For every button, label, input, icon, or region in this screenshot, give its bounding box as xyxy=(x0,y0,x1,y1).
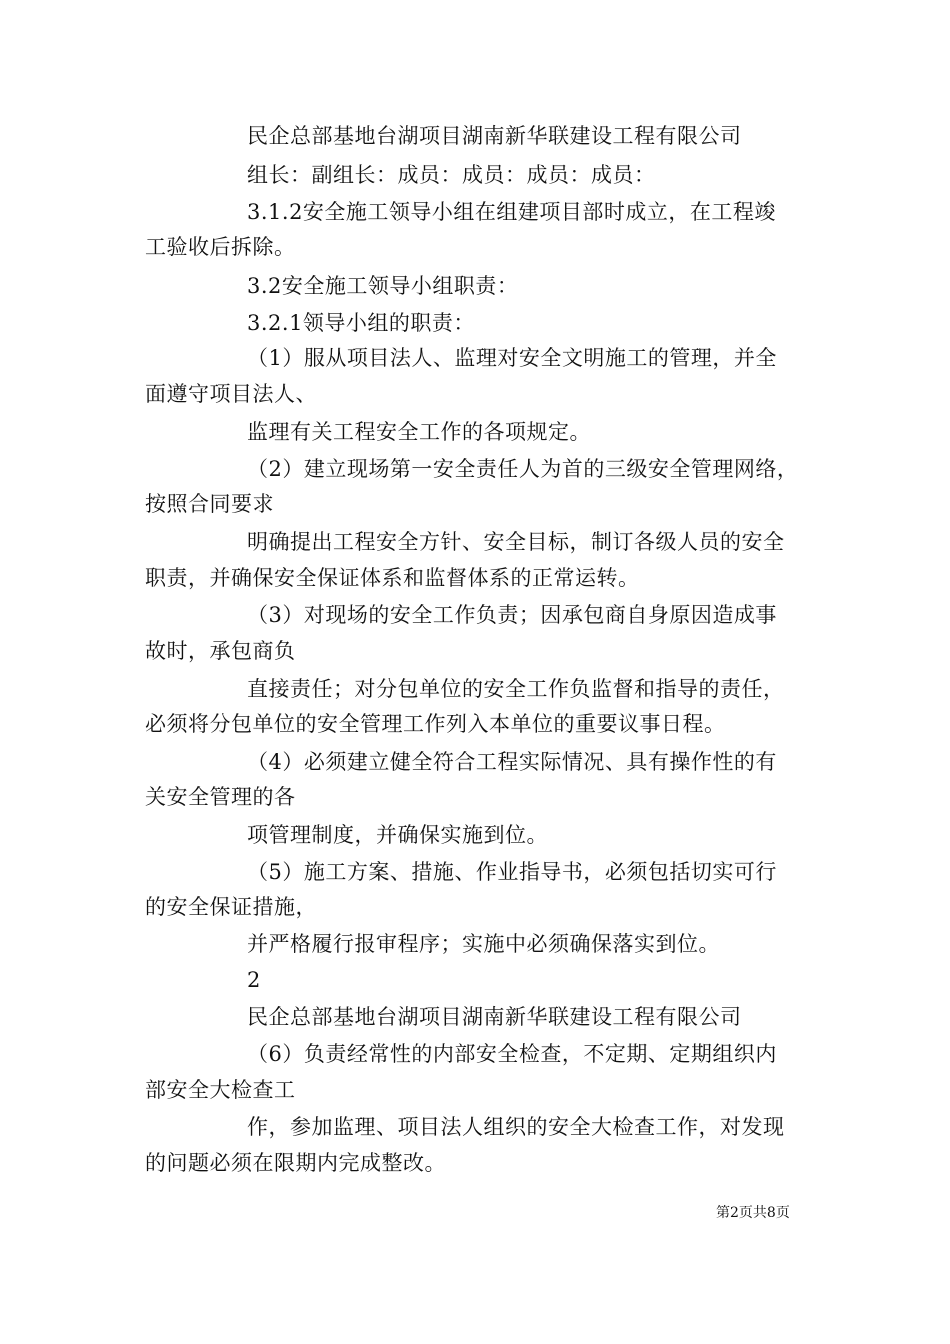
paragraph-line: （5）施工方案、措施、作业指导书，必须包括切实可行 xyxy=(247,860,777,884)
paragraph-line: 的问题必须在限期内完成整改。 xyxy=(145,1151,446,1175)
paragraph-line: 关安全管理的各 xyxy=(145,785,296,809)
paragraph-line: 并严格履行报审程序；实施中必须确保落实到位。 xyxy=(247,932,720,956)
company-header: 民企总部基地台湖项目湖南新华联建设工程有限公司 xyxy=(247,1005,742,1029)
page-footer: 第2页共8页 xyxy=(716,1205,790,1221)
paragraph-line: （4）必须建立健全符合工程实际情况、具有操作性的有 xyxy=(247,750,777,774)
paragraph-line: 直接责任；对分包单位的安全工作负监督和指导的责任， xyxy=(247,677,785,701)
paragraph-line: 的安全保证措施， xyxy=(145,895,317,919)
subsection-heading: 3.2.1领导小组的职责： xyxy=(247,311,475,335)
paragraph-line: 面遵守项目法人、 xyxy=(145,382,317,406)
paragraph-line: 按照合同要求 xyxy=(145,492,274,516)
paragraph-line: （3）对现场的安全工作负责；因承包商自身原因造成事 xyxy=(247,603,777,627)
paragraph-line: （1）服从项目法人、监理对安全文明施工的管理，并全 xyxy=(247,346,777,370)
paragraph-line: 必须将分包单位的安全管理工作列入本单位的重要议事日程。 xyxy=(145,712,726,736)
paragraph-line: （2）建立现场第一安全责任人为首的三级安全管理网络， xyxy=(247,457,799,481)
section-heading: 3.2安全施工领导小组职责： xyxy=(247,274,519,298)
paragraph-line: 项管理制度，并确保实施到位。 xyxy=(247,823,548,847)
paragraph-line: 故时，承包商负 xyxy=(145,639,296,663)
paragraph-line: 明确提出工程安全方针、安全目标，制订各级人员的安全 xyxy=(247,530,785,554)
group-roles: 组长：副组长：成员：成员：成员：成员： xyxy=(247,163,656,187)
paragraph-line: 职责，并确保安全保证体系和监督体系的正常运转。 xyxy=(145,566,640,590)
paragraph-line: 部安全大检查工 xyxy=(145,1078,296,1102)
paragraph-line: 工验收后拆除。 xyxy=(145,235,296,259)
paragraph-line: 监理有关工程安全工作的各项规定。 xyxy=(247,420,591,444)
inline-page-number: 2 xyxy=(247,968,261,992)
company-header: 民企总部基地台湖项目湖南新华联建设工程有限公司 xyxy=(247,124,742,148)
paragraph-line: 3.1.2安全施工领导小组在组建项目部时成立，在工程竣 xyxy=(247,200,776,224)
paragraph-line: 作，参加监理、项目法人组织的安全大检查工作，对发现 xyxy=(247,1115,785,1139)
paragraph-line: （6）负责经常性的内部安全检查，不定期、定期组织内 xyxy=(247,1042,777,1066)
